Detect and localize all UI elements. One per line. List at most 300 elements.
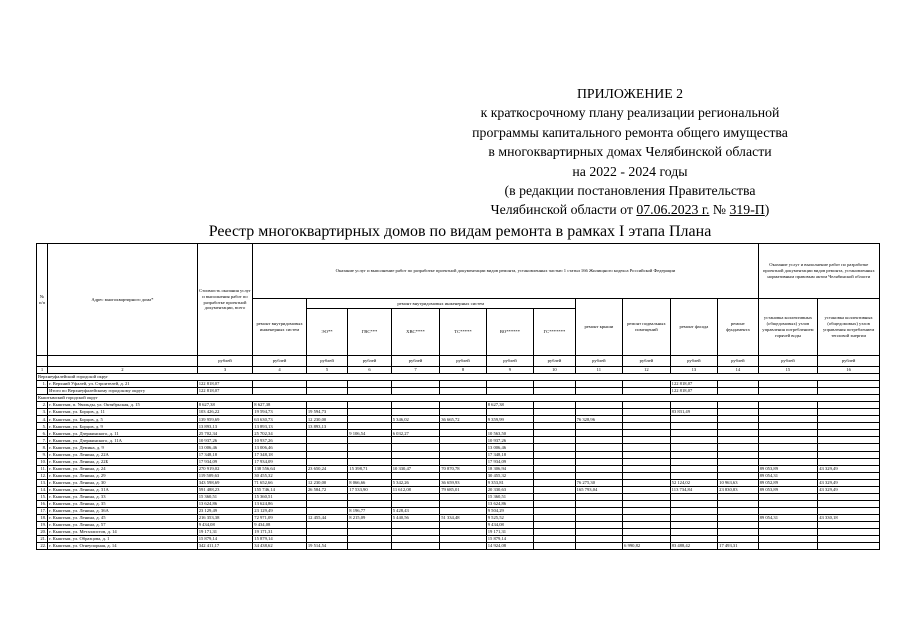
amount-cell xyxy=(758,451,818,458)
address-cell: г. Кыштым, ул. Демина, д. 9 xyxy=(48,444,198,451)
amount-cell xyxy=(440,507,486,514)
amount-cell: 9 359,99 xyxy=(486,416,534,423)
table-row xyxy=(37,458,880,465)
amount-cell xyxy=(306,529,347,536)
amount-cell xyxy=(440,472,486,479)
amount-cell xyxy=(486,381,534,388)
amount-cell xyxy=(818,493,880,500)
heading-line: программы капитального ремонта общего имущества xyxy=(472,124,788,140)
amount-cell xyxy=(534,437,575,444)
row-number: 5. xyxy=(37,423,48,430)
amount-cell xyxy=(440,388,486,395)
amount-cell xyxy=(534,500,575,507)
amount-cell xyxy=(575,430,623,437)
table-row xyxy=(37,381,880,388)
amount-cell xyxy=(348,388,391,395)
amount-cell xyxy=(534,479,575,486)
appendix-title: ПРИЛОЖЕНИЕ 2 xyxy=(576,86,684,101)
amount-cell xyxy=(440,402,486,409)
amount-cell xyxy=(758,402,818,409)
amount-cell: 23 129,49 xyxy=(253,507,307,514)
amount-cell xyxy=(758,423,818,430)
amount-cell xyxy=(306,472,347,479)
amount-cell: 15 360,51 xyxy=(253,493,307,500)
amount-cell: 155 746,14 xyxy=(253,486,307,493)
amount-cell xyxy=(623,458,671,465)
unit-cell: рублей xyxy=(306,356,347,367)
amount-cell: 43 330,18 xyxy=(818,514,880,521)
column-number: 11 xyxy=(575,367,623,374)
amount-cell xyxy=(718,402,758,409)
amount-cell xyxy=(758,529,818,536)
amount-cell: 13 006,46 xyxy=(197,444,253,451)
amount-cell: 15 360,51 xyxy=(197,493,253,500)
amount-cell xyxy=(670,444,718,451)
amount-cell: 25 702,34 xyxy=(253,430,307,437)
address-cell: г. Кыштым, ул. Ленина, д. 45 xyxy=(48,514,198,521)
amount-cell: 10 563,50 xyxy=(486,430,534,437)
amount-cell: 89 054,31 xyxy=(758,514,818,521)
amount-cell: 25 702,34 xyxy=(197,430,253,437)
heading-line: (в редакции постановления Правительства xyxy=(504,183,756,199)
amount-cell xyxy=(758,444,818,451)
amount-cell xyxy=(623,402,671,409)
amount-cell xyxy=(440,444,486,451)
amount-cell: 43 329,49 xyxy=(818,465,880,472)
column-number: 1 xyxy=(37,367,48,374)
row-number: 16. xyxy=(37,500,48,507)
address-cell: г. Кыштым, ул. Ленина, д. 57 xyxy=(48,521,198,528)
amount-cell xyxy=(818,458,880,465)
address-cell: г. Кыштым, ул. Борцов, д. 9 xyxy=(48,423,198,430)
amount-cell xyxy=(623,493,671,500)
amount-cell xyxy=(486,409,534,416)
amount-cell xyxy=(575,507,623,514)
amount-cell xyxy=(348,423,391,430)
amount-cell xyxy=(391,423,440,430)
amount-cell xyxy=(670,416,718,423)
header-hot-water-meters: установка коллективных (общедомовых) узлов управления потреблением горячей воды xyxy=(758,299,818,356)
row-number: 21. xyxy=(37,536,48,543)
table-row xyxy=(37,521,880,528)
row-number: 9. xyxy=(37,451,48,458)
amount-cell xyxy=(670,500,718,507)
amount-cell: 122 818,07 xyxy=(670,381,718,388)
column-number: 8 xyxy=(440,367,486,374)
heading-text: ) xyxy=(764,202,770,218)
table-row xyxy=(37,543,880,550)
amount-cell: 15 879,14 xyxy=(197,536,253,543)
unit-cell: рублей xyxy=(670,356,718,367)
amount-cell: 23 830,83 xyxy=(718,486,758,493)
amount-cell xyxy=(575,521,623,528)
amount-cell xyxy=(391,536,440,543)
amount-cell xyxy=(818,402,880,409)
unit-cell: рублей xyxy=(818,356,880,367)
amount-cell xyxy=(758,458,818,465)
row-number: 6. xyxy=(37,430,48,437)
unit-cell: рублей xyxy=(534,356,575,367)
amount-cell xyxy=(391,402,440,409)
amount-cell: 9 106,54 xyxy=(348,430,391,437)
amount-cell: 13 893,13 xyxy=(253,423,307,430)
heading-line: к краткосрочному плану реализации региональной xyxy=(480,105,780,121)
header-facade: ремонт фасада xyxy=(670,299,718,356)
amount-cell xyxy=(391,529,440,536)
row-number: 11. xyxy=(37,465,48,472)
row-number: 17. xyxy=(37,507,48,514)
amount-cell xyxy=(623,529,671,536)
amount-cell xyxy=(758,430,818,437)
amount-cell xyxy=(718,416,758,423)
amount-cell xyxy=(818,536,880,543)
amount-cell: 343 598,69 xyxy=(197,479,253,486)
amount-cell xyxy=(486,423,534,430)
amount-cell xyxy=(348,381,391,388)
amount-cell: 89 053,89 xyxy=(758,465,818,472)
amount-cell xyxy=(575,500,623,507)
column-number: 2 xyxy=(48,367,198,374)
address-cell: г. Кыштым, ул. Металлистов, д. 14 xyxy=(48,529,198,536)
section-row xyxy=(37,395,880,402)
amount-cell xyxy=(670,529,718,536)
amount-cell: 270 919,02 xyxy=(197,465,253,472)
amount-cell xyxy=(391,409,440,416)
table-row xyxy=(37,465,880,472)
amount-cell xyxy=(718,514,758,521)
table-row xyxy=(37,514,880,521)
amount-cell: 10 937,26 xyxy=(197,437,253,444)
amount-cell xyxy=(575,458,623,465)
heading-text: Челябинской области от xyxy=(490,202,637,218)
amount-cell xyxy=(391,472,440,479)
column-number: 14 xyxy=(718,367,758,374)
amount-cell xyxy=(623,465,671,472)
header-total-cost: Стоимость оказания услуг и выполнения работ по разработке проектной документации, всего xyxy=(197,244,253,356)
amount-cell xyxy=(670,514,718,521)
amount-cell: 6 032,27 xyxy=(391,430,440,437)
amount-cell: 8 215,09 xyxy=(348,514,391,521)
amount-cell: 12 230,00 xyxy=(306,479,347,486)
amount-cell: 23 129,49 xyxy=(197,507,253,514)
amount-cell: 30 455,32 xyxy=(486,472,534,479)
amount-cell: 17 934,09 xyxy=(253,458,307,465)
amount-cell xyxy=(348,416,391,423)
amount-cell: 11 612,08 xyxy=(391,486,440,493)
amount-cell xyxy=(623,451,671,458)
address-cell: г. Кыштым, ул. Огнеупорная, д. 14 xyxy=(48,543,198,550)
amount-cell xyxy=(818,416,880,423)
amount-cell xyxy=(623,409,671,416)
amount-cell xyxy=(718,458,758,465)
amount-cell: 17 934,09 xyxy=(486,458,534,465)
header-roof: ремонт крыши xyxy=(575,299,623,356)
amount-cell xyxy=(623,444,671,451)
amount-cell: 18 306,94 xyxy=(486,465,534,472)
amount-cell xyxy=(758,493,818,500)
column-number: 5 xyxy=(306,367,347,374)
row-number xyxy=(37,388,48,395)
amount-cell: 122 818,07 xyxy=(670,388,718,395)
amount-cell: 34 438,62 xyxy=(253,543,307,550)
amount-cell xyxy=(718,437,758,444)
amount-cell xyxy=(623,479,671,486)
header-foundation: ремонт фундамента xyxy=(718,299,758,356)
amount-cell xyxy=(306,458,347,465)
amount-cell xyxy=(818,430,880,437)
amount-cell xyxy=(306,493,347,500)
address-cell: г. Кыштым, ул. Ленина, д. 24 xyxy=(48,465,198,472)
amount-cell xyxy=(306,507,347,514)
amount-cell xyxy=(391,500,440,507)
amount-cell: 5 428,43 xyxy=(391,507,440,514)
amount-cell: 8 627,38 xyxy=(486,402,534,409)
amount-cell: 103 426,22 xyxy=(197,409,253,416)
amount-cell xyxy=(818,543,880,550)
amount-cell: 13 624,86 xyxy=(197,500,253,507)
address-cell: г. Кыштым, ул. Ленина, д. 36А xyxy=(48,507,198,514)
amount-cell xyxy=(818,444,880,451)
amount-cell: 17 348,18 xyxy=(253,451,307,458)
amount-cell: 5 440,56 xyxy=(391,514,440,521)
unit-cell: рублей xyxy=(197,356,253,367)
amount-cell xyxy=(818,529,880,536)
unit-cell: рублей xyxy=(623,356,671,367)
unit-cell: рублей xyxy=(440,356,486,367)
header-group-regional: Оказание услуг и выполнение работ по разработке проектной документации видов ремонта, установленных нормативным правовым актом Челябинской области xyxy=(758,244,879,299)
amount-cell: 17 934,09 xyxy=(197,458,253,465)
address-cell: г. Кыштым, ул. Ленина, д. 33 xyxy=(48,493,198,500)
header-gvs: ГВС*** xyxy=(348,309,391,356)
row-number: 3. xyxy=(37,409,48,416)
amount-cell xyxy=(718,500,758,507)
amount-cell: 5 346,02 xyxy=(391,416,440,423)
amount-cell xyxy=(440,493,486,500)
amount-cell xyxy=(758,543,818,550)
amount-cell xyxy=(718,451,758,458)
amount-cell xyxy=(348,472,391,479)
table-row xyxy=(37,472,880,479)
amount-cell xyxy=(818,500,880,507)
address-cell: г. Кыштым, ул. Ленина, д. 30 xyxy=(48,479,198,486)
column-number: 12 xyxy=(623,367,671,374)
amount-cell xyxy=(306,402,347,409)
amount-cell xyxy=(623,381,671,388)
amount-cell xyxy=(623,521,671,528)
amount-cell xyxy=(534,388,575,395)
table-row xyxy=(37,416,880,423)
column-number: 9 xyxy=(486,367,534,374)
unit-cell: рублей xyxy=(253,356,307,367)
amount-cell xyxy=(348,437,391,444)
row-number: 15. xyxy=(37,493,48,500)
amount-cell xyxy=(575,493,623,500)
amount-cell xyxy=(440,500,486,507)
amount-cell: 30 455,32 xyxy=(253,472,307,479)
amount-cell xyxy=(575,437,623,444)
amount-cell xyxy=(758,536,818,543)
unit-cell: рублей xyxy=(575,356,623,367)
amount-cell: 122 818,07 xyxy=(197,381,253,388)
amount-cell xyxy=(348,458,391,465)
amount-cell: 17 493,31 xyxy=(718,543,758,550)
amount-cell: 43 329,49 xyxy=(818,479,880,486)
table-row xyxy=(37,451,880,458)
amount-cell xyxy=(440,381,486,388)
unit-cell: рублей xyxy=(486,356,534,367)
column-number: 15 xyxy=(758,367,818,374)
amount-cell xyxy=(758,416,818,423)
amount-cell xyxy=(440,529,486,536)
amount-cell xyxy=(306,444,347,451)
amount-cell xyxy=(718,493,758,500)
table-row xyxy=(37,479,880,486)
amount-cell: 13 624,86 xyxy=(486,500,534,507)
amount-cell xyxy=(348,402,391,409)
amount-cell xyxy=(758,388,818,395)
amount-cell: 12 455,44 xyxy=(306,514,347,521)
amount-cell xyxy=(440,423,486,430)
amount-cell: 119 509,63 xyxy=(197,472,253,479)
amount-cell: 51 334,48 xyxy=(440,514,486,521)
row-number: 18. xyxy=(37,514,48,521)
amount-cell: 8 196,77 xyxy=(348,507,391,514)
amount-cell xyxy=(718,465,758,472)
unit-cell: рублей xyxy=(348,356,391,367)
address-cell: г. Кыштым, п. Увильды, ул. Октябрьская, д. 15 xyxy=(48,402,198,409)
amount-cell xyxy=(818,409,880,416)
amount-cell: 8 627,38 xyxy=(253,402,307,409)
column-number: 13 xyxy=(670,367,718,374)
amount-cell xyxy=(818,388,880,395)
column-number: 10 xyxy=(534,367,575,374)
table-row xyxy=(37,507,880,514)
amount-cell: 89 054,31 xyxy=(758,472,818,479)
amount-cell: 19 171,31 xyxy=(486,529,534,536)
row-number: 1. xyxy=(37,381,48,388)
amount-cell: 113 734,84 xyxy=(670,486,718,493)
row-number: 4. xyxy=(37,416,48,423)
amount-cell xyxy=(718,444,758,451)
amount-cell xyxy=(818,381,880,388)
amount-cell: 9 504,29 xyxy=(486,507,534,514)
amount-cell xyxy=(818,472,880,479)
amount-cell xyxy=(391,458,440,465)
amount-cell xyxy=(440,543,486,550)
amount-cell xyxy=(534,381,575,388)
column-number: 4 xyxy=(253,367,307,374)
amount-cell xyxy=(348,536,391,543)
amount-cell: 36 665,72 xyxy=(440,416,486,423)
amount-cell: 89 053,89 xyxy=(758,486,818,493)
header-eo: ЭО** xyxy=(306,309,347,356)
table-row xyxy=(37,500,880,507)
amount-cell: 15 360,51 xyxy=(486,493,534,500)
amount-cell xyxy=(306,381,347,388)
amount-cell: 342 411,17 xyxy=(197,543,253,550)
registry-table xyxy=(36,243,880,550)
amount-cell: 26 584,72 xyxy=(306,486,347,493)
amount-cell xyxy=(758,521,818,528)
amount-cell: 12 230,00 xyxy=(306,416,347,423)
amount-cell xyxy=(440,451,486,458)
amount-cell xyxy=(306,430,347,437)
amount-cell xyxy=(670,458,718,465)
amount-cell xyxy=(623,437,671,444)
amount-cell: 79 685,01 xyxy=(440,486,486,493)
section-title: Кыштымский городской округ xyxy=(37,395,880,402)
amount-cell xyxy=(534,444,575,451)
amount-cell: 52 124,02 xyxy=(670,479,718,486)
amount-cell xyxy=(718,536,758,543)
amount-cell xyxy=(818,507,880,514)
row-number: 20. xyxy=(37,529,48,536)
amount-cell: 20 330,63 xyxy=(486,486,534,493)
address-cell: г. Кыштым, ул. Борцов, д. 11 xyxy=(48,409,198,416)
table-row xyxy=(37,402,880,409)
row-number: 14. xyxy=(37,486,48,493)
amount-cell xyxy=(391,444,440,451)
registry-title: Реестр многоквартирных домов по видам ремонта в рамках I этапа Плана xyxy=(208,223,712,240)
amount-cell xyxy=(391,493,440,500)
amount-cell: 15 879,14 xyxy=(253,536,307,543)
appendix-heading xyxy=(400,84,860,220)
amount-cell: 43 329,49 xyxy=(818,486,880,493)
amount-cell xyxy=(534,536,575,543)
amount-cell xyxy=(758,507,818,514)
amount-cell xyxy=(575,451,623,458)
amount-cell xyxy=(575,529,623,536)
amount-cell: 8 627,38 xyxy=(197,402,253,409)
amount-cell xyxy=(718,423,758,430)
table-row xyxy=(37,486,880,493)
header-hvs: ХВС**** xyxy=(391,309,440,356)
heading-line: на 2022 - 2024 годы xyxy=(572,163,688,179)
amount-cell: 122 818,07 xyxy=(197,388,253,395)
amount-cell: 19 171,31 xyxy=(253,529,307,536)
heading-line: в многоквартирных домах Челябинской области xyxy=(488,144,772,160)
amount-cell xyxy=(440,409,486,416)
total-row xyxy=(37,388,880,395)
amount-cell xyxy=(348,529,391,536)
amount-cell xyxy=(440,536,486,543)
amount-cell xyxy=(534,486,575,493)
address-cell: г. Верхний Уфалей, ул. Строителей, д. 21 xyxy=(48,381,198,388)
amount-cell xyxy=(348,444,391,451)
amount-cell xyxy=(534,430,575,437)
amount-cell: 19 594,73 xyxy=(253,409,307,416)
amount-cell: 9 353,81 xyxy=(486,479,534,486)
amount-cell: 83 831,49 xyxy=(670,409,718,416)
unit-cell xyxy=(37,356,48,367)
amount-cell xyxy=(440,437,486,444)
amount-cell xyxy=(818,521,880,528)
amount-cell xyxy=(348,521,391,528)
header-group-federal: Оказание услуг и выполнение работ по разработке проектной документации видов ремонта, установленных частью 1 статьи 166 Жилищного кодекса Российской Федерации xyxy=(253,244,758,299)
amount-cell xyxy=(623,388,671,395)
amount-cell: 76 275,30 xyxy=(575,479,623,486)
amount-cell: 165 793,04 xyxy=(575,486,623,493)
amount-cell xyxy=(306,388,347,395)
amount-cell: 71 652,66 xyxy=(253,479,307,486)
header-address: Адрес многоквартирного дома* xyxy=(48,244,198,356)
row-number: 12. xyxy=(37,472,48,479)
amount-cell xyxy=(670,430,718,437)
amount-cell: 36 659,93 xyxy=(440,479,486,486)
address-cell: г. Кыштым, ул. Борцов, д. 5 xyxy=(48,416,198,423)
amount-cell xyxy=(575,465,623,472)
amount-cell xyxy=(440,521,486,528)
